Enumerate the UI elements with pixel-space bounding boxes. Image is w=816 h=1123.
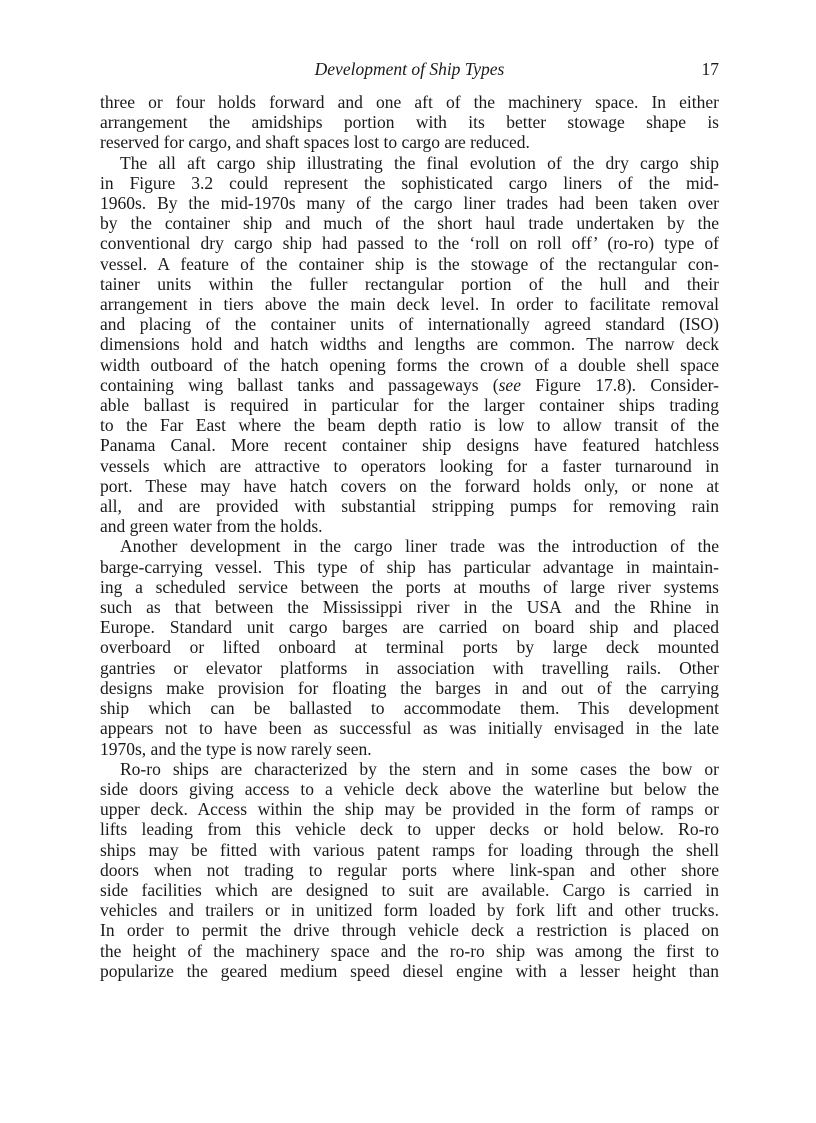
text-line: 1970s, and the type is now rarely seen. bbox=[100, 738, 372, 759]
text-line: tainer units within the fuller rectangular portion of the hull and their bbox=[100, 273, 719, 294]
text-line: and green water from the holds. bbox=[100, 516, 323, 537]
text-line: conventional dry cargo ship had passed to the ‘roll on roll off’ (ro-ro) type of bbox=[100, 233, 719, 254]
text-line: able ballast is required in particular for the larger container ships trading bbox=[100, 395, 719, 416]
text-line: Ro-ro ships are characterized by the stern and in some cases the bow or bbox=[120, 758, 719, 779]
text-line: ships may be fitted with various patent ramps for loading through the shell bbox=[100, 839, 719, 860]
text-line: arrangement the amidships portion with its better stowage shape is bbox=[100, 112, 719, 133]
text-line: arrangement in tiers above the main deck level. In order to facilitate removal bbox=[100, 294, 719, 315]
paragraph bbox=[100, 536, 719, 758]
text-line: overboard or lifted onboard at terminal ports by large deck mounted bbox=[100, 637, 719, 658]
text-line: appears not to have been as successful as was initially envisaged in the late bbox=[100, 718, 719, 739]
text-line: Panama Canal. More recent container ship designs have featured hatchless bbox=[100, 435, 719, 456]
text-line: side facilities which are designed to suit are available. Cargo is carried in bbox=[100, 879, 719, 900]
text-line: in Figure 3.2 could represent the sophisticated cargo liners of the mid- bbox=[100, 172, 719, 193]
text-line: Another development in the cargo liner trade was the introduction of the bbox=[120, 536, 719, 557]
paragraph bbox=[100, 92, 719, 153]
paragraph bbox=[100, 153, 719, 537]
text-line: ing a scheduled service between the ports at mouths of large river systems bbox=[100, 576, 719, 597]
text-line: In order to permit the drive through vehicle deck a restriction is placed on bbox=[100, 920, 719, 941]
text-line: dimensions hold and hatch widths and lengths are common. The narrow deck bbox=[100, 334, 719, 355]
text-line: gantries or elevator platforms in association with travelling rails. Other bbox=[100, 657, 719, 678]
text-line: The all aft cargo ship illustrating the final evolution of the dry cargo ship bbox=[120, 152, 719, 173]
text-line: all, and are provided with substantial stripping pumps for removing rain bbox=[100, 496, 719, 517]
text-line: doors when not trading to regular ports where link-span and other shore bbox=[100, 859, 719, 880]
text-line: popularize the geared medium speed diesel engine with a lesser height than bbox=[100, 960, 719, 981]
text-line: ship which can be ballasted to accommodate them. This development bbox=[100, 698, 719, 719]
text-line: the height of the machinery space and the ro-ro ship was among the first to bbox=[100, 940, 719, 961]
text-line: upper deck. Access within the ship may be provided in the form of ramps or bbox=[100, 799, 719, 820]
text-line: barge-carrying vessel. This type of ship has particular advantage in maintain- bbox=[100, 556, 719, 577]
page-number: 17 bbox=[701, 59, 719, 79]
text-line: by the container ship and much of the short haul trade undertaken by the bbox=[100, 213, 719, 234]
running-title: Development of Ship Types bbox=[314, 59, 505, 79]
text-line: side doors giving access to a vehicle deck above the waterline but below the bbox=[100, 778, 719, 799]
text-line: to the Far East where the beam depth ratio is low to allow transit of the bbox=[100, 415, 719, 436]
book-page bbox=[100, 56, 719, 981]
text-line: width outboard of the hatch opening forms the crown of a double shell space bbox=[100, 354, 719, 375]
text-line: vessels which are attractive to operators looking for a faster turnaround in bbox=[100, 455, 719, 476]
text-line: Europe. Standard unit cargo barges are carried on board ship and placed bbox=[100, 617, 719, 638]
paragraph bbox=[100, 759, 719, 981]
text-line: vehicles and trailers or in unitized form loaded by fork lift and other trucks. bbox=[100, 900, 719, 921]
text-line: reserved for cargo, and shaft spaces lost to cargo are reduced. bbox=[100, 132, 530, 153]
body-text bbox=[100, 92, 719, 981]
text-line: 1960s. By the mid-1970s many of the cargo liner trades had been taken over bbox=[100, 193, 719, 214]
running-header bbox=[100, 56, 719, 82]
text-line: vessel. A feature of the container ship is the stowage of the rectangular con- bbox=[100, 253, 719, 274]
text-line: containing wing ballast tanks and passageways (see Figure 17.8). Consider- bbox=[100, 374, 719, 395]
text-line: port. These may have hatch covers on the forward holds only, or none at bbox=[100, 475, 719, 496]
text-line: such as that between the Mississippi river in the USA and the Rhine in bbox=[100, 597, 719, 618]
text-line: and placing of the container units of internationally agreed standard (ISO) bbox=[100, 314, 719, 335]
text-line: three or four holds forward and one aft of the machinery space. In either bbox=[100, 92, 719, 112]
text-line: lifts leading from this vehicle deck to upper decks or hold below. Ro-ro bbox=[100, 819, 719, 840]
text-line: designs make provision for floating the barges in and out of the carrying bbox=[100, 677, 719, 698]
